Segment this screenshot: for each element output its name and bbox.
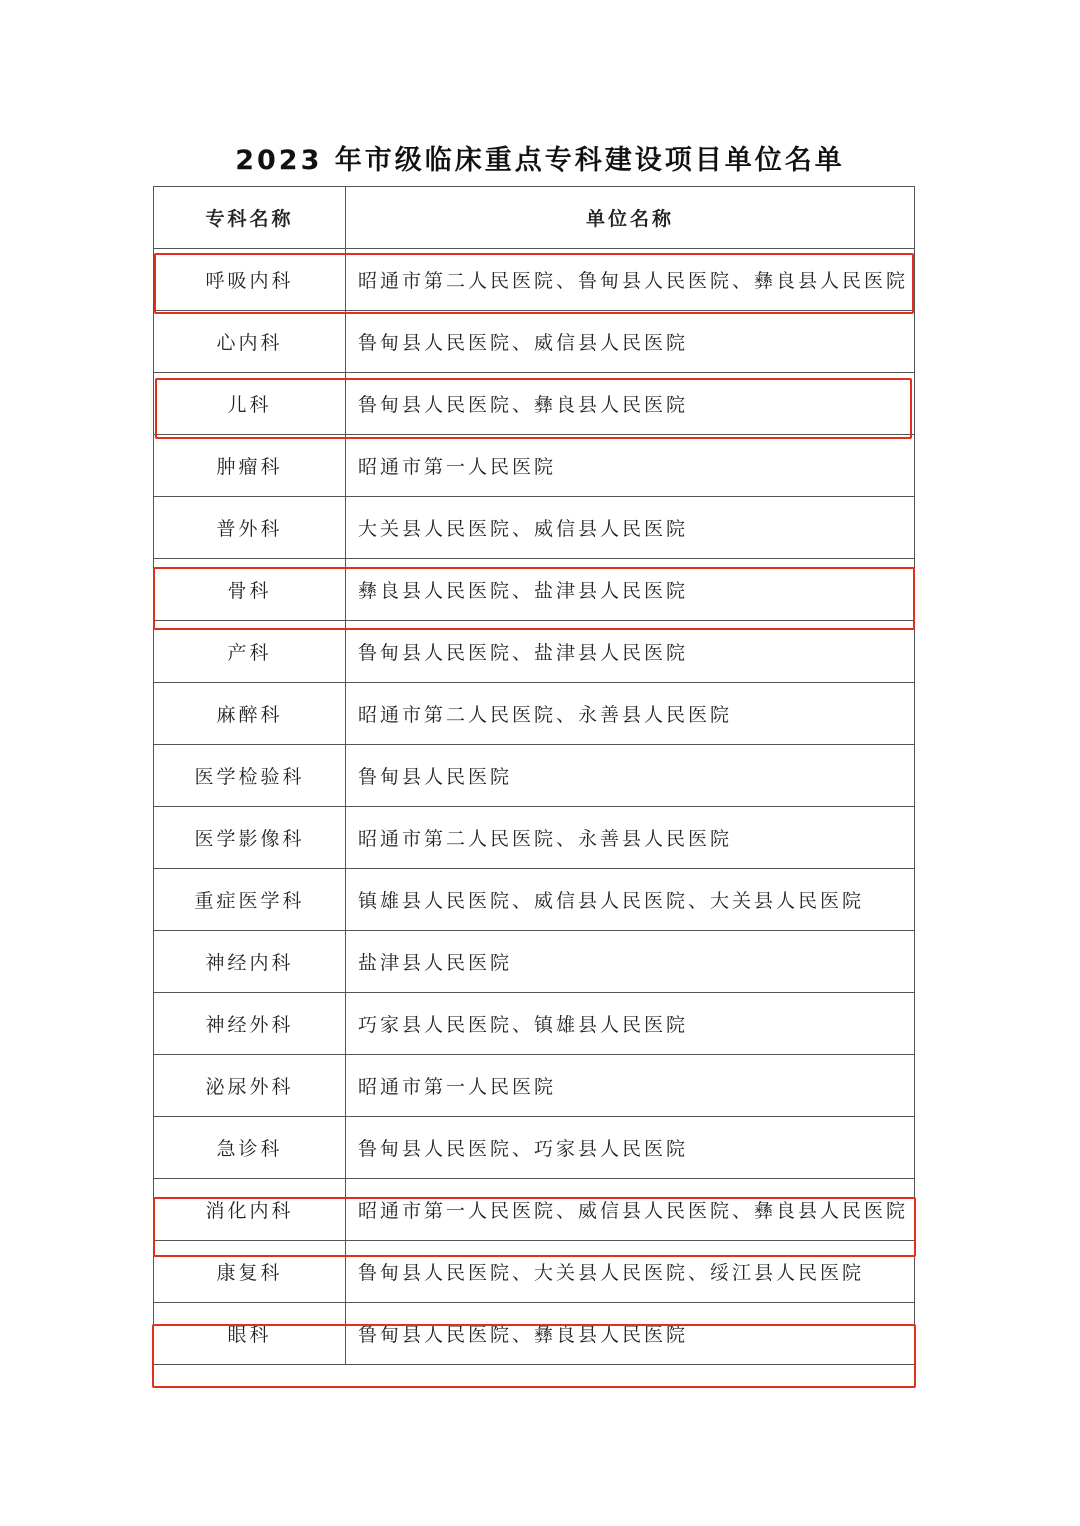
table-row (154, 683, 915, 745)
units-cell: 鲁甸县人民医院、大关县人民医院、绥江县人民医院 (346, 1241, 915, 1303)
department-cell: 急诊科 (154, 1117, 346, 1179)
department-cell: 医学影像科 (154, 807, 346, 869)
department-cell: 泌尿外科 (154, 1055, 346, 1117)
units-cell: 昭通市第二人民医院、鲁甸县人民医院、彝良县人民医院 (346, 249, 915, 311)
page-title: 2023 年市级临床重点专科建设项目单位名单 (235, 145, 845, 176)
table-header-row (154, 187, 915, 249)
department-cell: 麻醉科 (154, 683, 346, 745)
department-cell: 康复科 (154, 1241, 346, 1303)
units-cell: 鲁甸县人民医院、威信县人民医院 (346, 311, 915, 373)
units-cell: 巧家县人民医院、镇雄县人民医院 (346, 993, 915, 1055)
department-cell: 儿科 (154, 373, 346, 435)
units-cell: 鲁甸县人民医院、彝良县人民医院 (346, 1303, 915, 1365)
department-cell: 肿瘤科 (154, 435, 346, 497)
table-row (154, 621, 915, 683)
table-row (154, 497, 915, 559)
units-cell: 鲁甸县人民医院、彝良县人民医院 (346, 373, 915, 435)
units-cell: 鲁甸县人民医院 (346, 745, 915, 807)
table-row (154, 745, 915, 807)
units-cell: 盐津县人民医院 (346, 931, 915, 993)
units-cell: 鲁甸县人民医院、巧家县人民医院 (346, 1117, 915, 1179)
department-cell: 消化内科 (154, 1179, 346, 1241)
table-row (154, 435, 915, 497)
units-cell: 鲁甸县人民医院、盐津县人民医院 (346, 621, 915, 683)
units-cell: 昭通市第一人民医院 (346, 1055, 915, 1117)
department-unit-table (153, 186, 915, 1365)
department-cell: 眼科 (154, 1303, 346, 1365)
units-cell: 彝良县人民医院、盐津县人民医院 (346, 559, 915, 621)
table-row (154, 1179, 915, 1241)
department-cell: 骨科 (154, 559, 346, 621)
department-cell: 神经外科 (154, 993, 346, 1055)
table-row (154, 869, 915, 931)
department-cell: 心内科 (154, 311, 346, 373)
table-row (154, 993, 915, 1055)
table-row (154, 311, 915, 373)
units-cell: 大关县人民医院、威信县人民医院 (346, 497, 915, 559)
table-row (154, 1241, 915, 1303)
units-cell: 昭通市第一人民医院、威信县人民医院、彝良县人民医院 (346, 1179, 915, 1241)
table-row (154, 1117, 915, 1179)
units-cell: 昭通市第二人民医院、永善县人民医院 (346, 683, 915, 745)
header-department: 专科名称 (154, 187, 346, 249)
table-row (154, 249, 915, 311)
units-cell: 昭通市第二人民医院、永善县人民医院 (346, 807, 915, 869)
table-row (154, 931, 915, 993)
department-cell: 神经内科 (154, 931, 346, 993)
table-row (154, 373, 915, 435)
table-row (154, 1303, 915, 1365)
department-cell: 普外科 (154, 497, 346, 559)
department-cell: 呼吸内科 (154, 249, 346, 311)
header-units: 单位名称 (346, 187, 915, 249)
department-cell: 医学检验科 (154, 745, 346, 807)
units-cell: 昭通市第一人民医院 (346, 435, 915, 497)
table-row (154, 1055, 915, 1117)
department-cell: 重症医学科 (154, 869, 346, 931)
department-cell: 产科 (154, 621, 346, 683)
table-row (154, 559, 915, 621)
units-cell: 镇雄县人民医院、威信县人民医院、大关县人民医院 (346, 869, 915, 931)
table-row (154, 807, 915, 869)
